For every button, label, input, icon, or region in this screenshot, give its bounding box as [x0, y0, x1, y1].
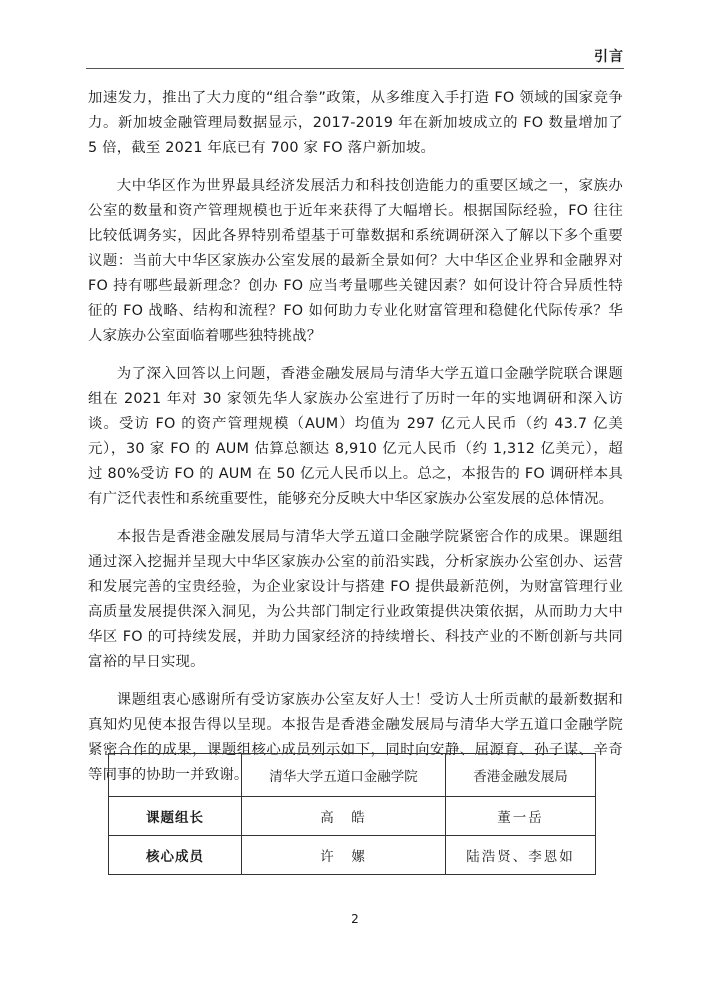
- name-cell: 董一岳: [445, 797, 595, 836]
- paragraph-1: 加速发力，推出了大力度的“组合拳”政策，从多维度入手打造 FO 领域的国家竞争力。新加坡金融管理局数据显示，2017-2019 年在新加坡成立的 FO 数量增加了 5 倍，截至 2021 年底已有 700 家 FO 落户新加坡。: [88, 90, 623, 156]
- table-corner-cell: [109, 754, 242, 797]
- table-row: [109, 836, 596, 875]
- role-cell: 核心成员: [109, 836, 242, 875]
- team-table: [108, 753, 596, 875]
- page-number: 2: [351, 912, 359, 926]
- table-row: [109, 797, 596, 836]
- role-cell: 课题组长: [109, 797, 242, 836]
- paragraph-4: 本报告是香港金融发展局与清华大学五道口金融学院紧密合作的成果。课题组通过深入挖掘并呈现大中华区家族办公室的前沿实践，分析家族办公室创办、运营和发展完善的宝贵经验，为企业家设计与搭建 FO 提供最新范例，为财富管理行业高质量发展提供深入洞见，为公共部门制定行业政策提供决策依据，从而助力大中华区 FO 的可持续发展，并助力国家经济的持续增长、科技产业的不断创新与共同富裕的早日实现。: [88, 529, 623, 670]
- name-cell: 高 皓: [242, 797, 446, 836]
- name-cell: 许 嫘: [242, 836, 446, 875]
- table-header-row: [109, 754, 596, 797]
- column-header-hkfsdc: 香港金融发展局: [445, 754, 595, 797]
- column-header-tsinghua: 清华大学五道口金融学院: [242, 754, 446, 797]
- name-cell: 陆浩贤、李恩如: [445, 836, 595, 875]
- page-header: [86, 42, 624, 69]
- paragraph-2: 大中华区作为世界最具经济发展活力和科技创造能力的重要区域之一，家族办公室的数量和资产管理规模也于近年来获得了大幅增长。根据国际经验，FO 往往比较低调务实，因此各界特别希望基于可靠数据和系统调研深入了解以下多个重要议题：当前大中华区家族办公室发展的最新全景如何？大中华区企业界和金融界对 FO 持有哪些最新理念？创办 FO 应当考量哪些关键因素？如何设计符合异质性特征的 FO 战略、结构和流程？FO 如何助力专业化财富管理和稳健化代际传承？华人家族办公室面临着哪些独特挑战？: [88, 178, 623, 344]
- body-text: [88, 86, 623, 801]
- paragraph-3: 为了深入回答以上问题，香港金融发展局与清华大学五道口金融学院联合课题组在 2021 年对 30 家领先华人家族办公室进行了历时一年的实地调研和深入访谈。受访 FO 的资产管理规模（AUM）均值为 297 亿元人民币（约 43.7 亿美元），30 家 FO 的 AUM 估算总额达 8,910 亿元人民币（约 1,312 亿美元），超过 80%受访 FO 的 AUM 在 50 亿元人民币以上。总之，本报告的 FO 调研样本具有广泛代表性和系统重要性，能够充分反映大中华区家族办公室发展的总体情况。: [88, 366, 623, 507]
- paragraph-5: 课题组衷心感谢所有受访家族办公室友好人士！受访人士所贡献的最新数据和真知灼见使本报告得以呈现。本报告是香港金融发展局与清华大学五道口金融学院紧密合作的成果，课题组核心成员列示如下，同时向安静、屈源育、孙子谋、辛奇等同事的协助一并致谢。: [88, 692, 623, 783]
- section-title: 引言: [594, 49, 624, 65]
